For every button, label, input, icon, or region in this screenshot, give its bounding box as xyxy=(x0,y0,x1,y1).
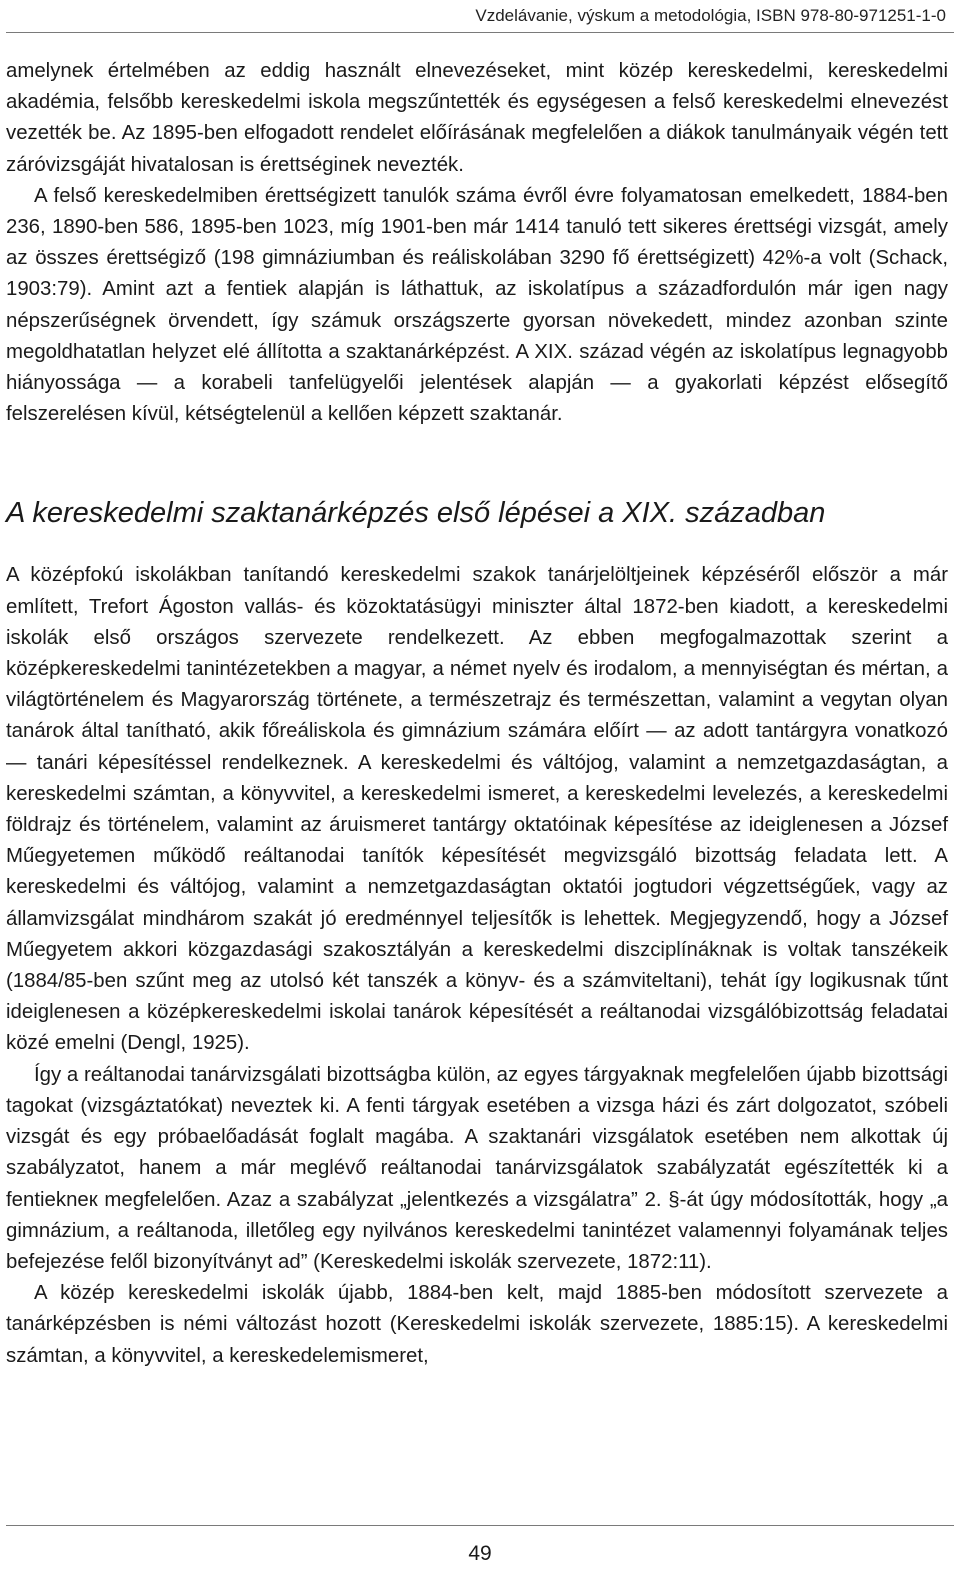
header-divider xyxy=(6,32,954,33)
body-paragraph: A felső kereskedelmiben érettségizett tanulók száma évről évre folyamatosan emelkedett, 1884-ben 236, 1890-ben 586, 1895-ben 1023, míg 1901-ben már 1414 tanuló tett sikeres érettségi vizsgát, amely az összes érettségiző (198 gimnáziumban és reáliskolában 3290 fő érettségizett) 42%-a volt (Schack, 1903:79). Amint azt a fentiek alapján is láthattuk, az iskolatípus a századfordulón már igen nagy népszerűségnek örvendett, így számuk országszerte gyorsan növekedett, mindez azonban szinte megoldhatatlan helyzet elé állította a szaktanárképzést. A XIX. század végén az iskolatípus legnagyobb hiányossága — a korabeli tanfelügyelői jelentések alapján — a gyakorlati képzést elősegítő felszerelésen kívül, kétségtelenül a kellően képzett szaktanár. xyxy=(6,184,948,426)
body-paragraph: A közép kereskedelmi iskolák újabb, 1884-ben kelt, majd 1885-ben módosított szervezete a tanárképzésben is némi változást hozott (Kereskedelmi iskolák szervezete, 1885:15). A kereskedelmi számtan, a könyvvitel, a kereskedelemismeret, xyxy=(6,1282,948,1367)
page-body xyxy=(6,56,948,1372)
body-paragraph: Így a reáltanodai tanárvizsgálati bizottságba külön, az egyes tárgyaknak megfelelően újabb bizottsági tagokat (vizsgáztatókat) neveztek ki. A fenti tárgyak esetében a vizsga házi és zárt dolgozatot, szóbeli vizsgát és egy próbaelőadását foglalt magába. A szaktanári vizsgálatok esetében nem alkottak új szabályzatot, hanem a már meglévő reáltanodai tanárvizsgálatok szabályzatát egészítették ki a fentiekneк megfelelően. Azaz a szabályzat „jelentkezés a vizsgálatra” 2. §-át úgy módosították, hogy „a gimnázium, a reáltanoda, illetőleg egy nyilvános kereskedelmi tanintézet valamennyi folyamának teljes befejezése felől bizonyítványt ad” (Kereskedelmi iskolák szervezete, 1872:11). xyxy=(6,1063,948,1273)
page-number: 49 xyxy=(468,1542,492,1565)
section-heading: A kereskedelmi szaktanárképzés első lépései a XIX. században xyxy=(6,497,826,530)
footer-divider xyxy=(6,1525,954,1526)
body-paragraph: amelynek értelmében az eddig használt elnevezéseket, mint közép kereskedelmi, kereskedelmi akadémia, felsőbb kereskedelmi iskola megszűntették és egységesen a felső kereskedelmi elnevezést vezették be. Az 1895-ben elfogadott rendelet előírásának megfelelően a diákok tanulmányaik végén tett záróvizsgáját hivatalosan is érettséginek nevezték. xyxy=(6,60,948,176)
body-paragraph: A középfokú iskolákban tanítandó kereskedelmi szakok tanárjelöltjeinek képzéséről először a már említett, Trefort Ágoston vallás- és közoktatásügyi miniszter által 1872-ben kiadott, a kereskedelmi iskolák első országos szervezete rendelkezett. Az ebben megfogalmazottak szerint a középkereskedelmi tanintézetekben a magyar, a német nyelv és irodalom, a mennyiségtan és mértan, a világtörténelem és Magyarország története, a természetrajz és természettan, valamint a vegytan olyan tanárok által tanítható, akik főreáliskola és gimnázium számára előírt — az adott tantárgyra vonatkozó — tanári képesítéssel rendelkeznek. A kereskedelmi és váltójog, valamint a nemzetgazdaságtan, a kereskedelmi számtan, a könyvvitel, a kereskedelmi ismeret, a kereskedelmi levelezés, a kereskedelmi földrajz és történelem, valamint az áruismeret tantárgy oktatóinak képesítése az ideiglenesen a József Műegyetemen működő reáltanodai tanítók képesítését megvizsgáló bizottság feladata lett. A kereskedelmi és váltójog, valamint a nemzetgazdaságtan oktatói jogtudori végzettségűek, vagy az államvizsgálat mindhárom szakát jó eredménnyel teljesítők is lehettek. Megjegyzendő, hogy a József Műegyetem akkori közgazdasági szakosztályán a kereskedelmi diszciplínáknak is voltak tanszékeik (1884/85-ben szűnt meg az utolsó két tanszék a könyv- és a számviteltani), tehát így logikusnak tűnt ideiglenesen a középkereskedelmi iskolai tanárok képesítését a reáltanodai vizsgálóbizottság feladatai közé emelni (Dengl, 1925). xyxy=(6,564,948,1055)
running-header: Vzdelávanie, výskum a metodológia, ISBN 978-80-971251-1-0 xyxy=(475,6,946,25)
